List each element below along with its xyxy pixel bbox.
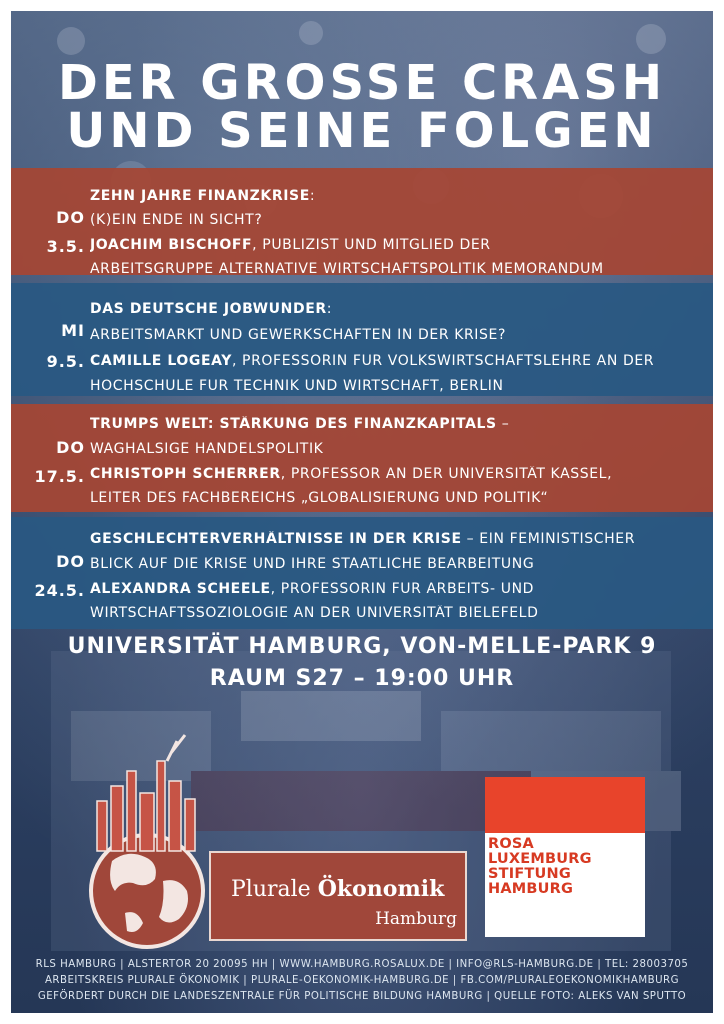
event-speaker-affiliation: LEITER DES FACHBEREICHS „GLOBALISIERUNG UND POLITIK“ [90, 490, 549, 506]
event-topic: TRUMPS WELT: STÄRKUNG DES FINANZKAPITALS – [90, 416, 510, 432]
plurale-oekonomik-logo [67, 731, 457, 951]
event-topic-cont: (K)EIN ENDE IN SICHT? [90, 212, 263, 228]
event-topic-cont: WAGHALSIGE HANDELSPOLITIK [90, 441, 324, 457]
poster-title-line-1: DER GROSSE CRASH [57, 55, 667, 111]
event-weekday: DO [56, 208, 85, 227]
event-topic-cont: ARBEITSMARKT UND GEWERKSCHAFTEN IN DER KRISE? [90, 327, 506, 343]
event-speaker-affiliation: WIRTSCHAFTSSOZIOLOGIE AN DER UNIVERSITÄT BIELEFELD [90, 605, 539, 621]
event-poster [11, 11, 713, 1013]
poster-title-line-2: UND SEINE FOLGEN [66, 103, 658, 159]
venue-address: UNIVERSITÄT HAMBURG, VON-MELLE-PARK 9 [67, 634, 657, 659]
event-topic: GESCHLECHTERVERHÄLTNISSE IN DER KRISE – EIN FEMINISTISCHER [90, 531, 636, 547]
event-speaker: CAMILLE LOGEAY, PROFESSORIN FÜR VOLKSWIRTSCHAFTSLEHRE AN DER [90, 353, 655, 369]
event-band [11, 283, 713, 396]
event-band [11, 404, 713, 512]
rls-name-line: STIFTUNG [488, 866, 571, 882]
footer-partner: ARBEITSKREIS PLURALE ÖKONOMIK | PLURALE-OEKONOMIK-HAMBURG.DE | FB.COM/PLURALEOEKONOMIKHAMBURG [44, 975, 680, 986]
event-weekday: MI [61, 321, 85, 340]
event-band [11, 517, 713, 629]
rls-name-line: ROSA [488, 836, 534, 852]
event-speaker-affiliation: ARBEITSGRUPPE ALTERNATIVE WIRTSCHAFTSPOLITIK MEMORANDUM [90, 261, 604, 277]
event-date: 9.5. [46, 352, 85, 371]
rls-name-line: HAMBURG [488, 881, 574, 897]
event-topic: ZEHN JAHRE FINANZKRISE: [90, 188, 316, 204]
rls-name-line: LUXEMBURG [488, 851, 592, 867]
event-topic: DAS DEUTSCHE JOBWUNDER: [90, 301, 333, 317]
event-speaker: CHRISTOPH SCHERRER, PROFESSOR AN DER UNIVERSITÄT KASSEL, [90, 466, 613, 482]
event-weekday: DO [56, 438, 85, 457]
footer-contact: RLS HAMBURG | ALSTERTOR 20 20095 HH | WWW.HAMBURG.ROSALUX.DE | INFO@RLS-HAMBURG.DE | TEL: 28003705 [35, 959, 689, 970]
event-date: 3.5. [46, 237, 85, 256]
event-speaker-affiliation: HOCHSCHULE FÜR TECHNIK UND WIRTSCHAFT, BERLIN [90, 378, 504, 394]
venue-room-time: RAUM S27 – 19:00 UHR [209, 666, 515, 691]
event-date: 17.5. [34, 467, 85, 486]
event-weekday: DO [56, 552, 85, 571]
event-date: 24.5. [34, 581, 85, 600]
plurale-city: Hamburg [375, 909, 457, 929]
footer-credits: GEFÖRDERT DURCH DIE LANDESZENTRALE FÜR POLITISCHE BILDUNG HAMBURG | QUELLE FOTO: ALEKS VAN SPUTTO [37, 991, 687, 1002]
event-speaker: JOACHIM BISCHOFF, PUBLIZIST UND MITGLIED DER [90, 237, 491, 253]
event-topic-cont: BLICK AUF DIE KRISE UND IHRE STAATLICHE BEARBEITUNG [90, 556, 535, 572]
event-band [11, 168, 713, 275]
plurale-name: Plurale Ökonomik [231, 876, 445, 902]
rosa-luxemburg-stiftung-logo [485, 777, 645, 937]
rls-accent-block [485, 777, 645, 833]
event-speaker: ALEXANDRA SCHEELE, PROFESSORIN FÜR ARBEITS- UND [90, 581, 535, 597]
